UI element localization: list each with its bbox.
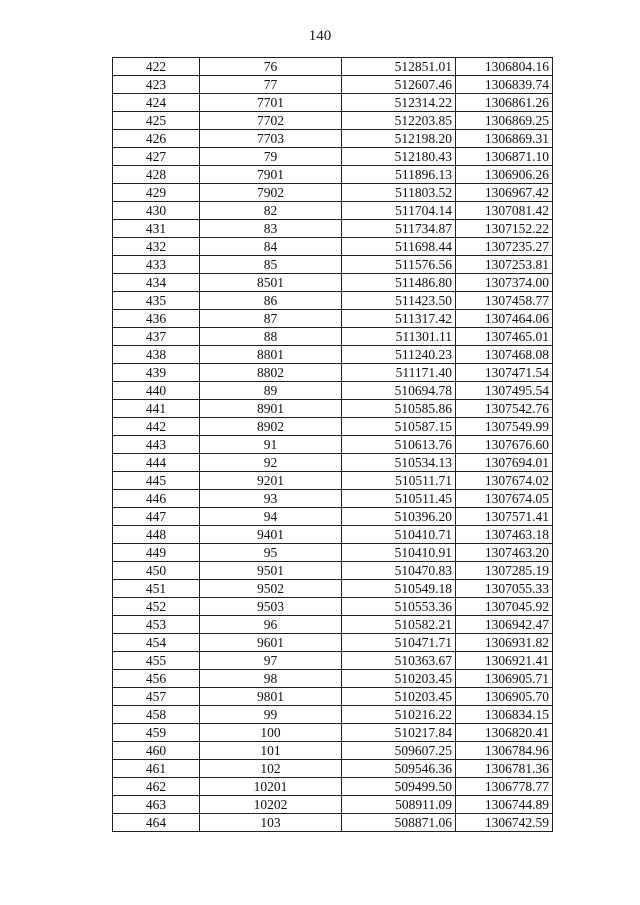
point-id-cell: 88 [200, 328, 342, 346]
point-id-cell: 10201 [200, 778, 342, 796]
table-row [113, 418, 553, 436]
x-coordinate-cell: 509499.50 [342, 778, 456, 796]
y-coordinate-cell: 1306820.41 [456, 724, 553, 742]
y-coordinate-cell: 1307694.01 [456, 454, 553, 472]
row-index-cell: 422 [113, 58, 200, 76]
y-coordinate-cell: 1307471.54 [456, 364, 553, 382]
point-id-cell: 84 [200, 238, 342, 256]
x-coordinate-cell: 510694.78 [342, 382, 456, 400]
x-coordinate-cell: 510216.22 [342, 706, 456, 724]
table-row [113, 580, 553, 598]
point-id-cell: 94 [200, 508, 342, 526]
table-row [113, 796, 553, 814]
row-index-cell: 440 [113, 382, 200, 400]
table-row [113, 184, 553, 202]
table-row [113, 688, 553, 706]
x-coordinate-cell: 509607.25 [342, 742, 456, 760]
x-coordinate-cell: 511704.14 [342, 202, 456, 220]
row-index-cell: 433 [113, 256, 200, 274]
coordinates-table-body [113, 58, 553, 832]
table-row [113, 454, 553, 472]
table-row [113, 274, 553, 292]
row-index-cell: 427 [113, 148, 200, 166]
table-row [113, 760, 553, 778]
y-coordinate-cell: 1306861.26 [456, 94, 553, 112]
y-coordinate-cell: 1306869.31 [456, 130, 553, 148]
y-coordinate-cell: 1306834.15 [456, 706, 553, 724]
table-row [113, 742, 553, 760]
x-coordinate-cell: 512607.46 [342, 76, 456, 94]
row-index-cell: 436 [113, 310, 200, 328]
x-coordinate-cell: 510410.91 [342, 544, 456, 562]
y-coordinate-cell: 1306906.26 [456, 166, 553, 184]
row-index-cell: 439 [113, 364, 200, 382]
x-coordinate-cell: 510585.86 [342, 400, 456, 418]
x-coordinate-cell: 512198.20 [342, 130, 456, 148]
x-coordinate-cell: 510511.71 [342, 472, 456, 490]
table-row [113, 472, 553, 490]
x-coordinate-cell: 511423.50 [342, 292, 456, 310]
table-row [113, 562, 553, 580]
y-coordinate-cell: 1306742.59 [456, 814, 553, 832]
x-coordinate-cell: 511301.11 [342, 328, 456, 346]
x-coordinate-cell: 510553.36 [342, 598, 456, 616]
table-row [113, 706, 553, 724]
row-index-cell: 452 [113, 598, 200, 616]
table-row [113, 778, 553, 796]
point-id-cell: 9503 [200, 598, 342, 616]
row-index-cell: 446 [113, 490, 200, 508]
y-coordinate-cell: 1307458.77 [456, 292, 553, 310]
point-id-cell: 91 [200, 436, 342, 454]
point-id-cell: 83 [200, 220, 342, 238]
row-index-cell: 456 [113, 670, 200, 688]
table-row [113, 526, 553, 544]
table-row [113, 292, 553, 310]
point-id-cell: 98 [200, 670, 342, 688]
point-id-cell: 102 [200, 760, 342, 778]
table-row [113, 130, 553, 148]
point-id-cell: 10202 [200, 796, 342, 814]
row-index-cell: 430 [113, 202, 200, 220]
table-row [113, 148, 553, 166]
point-id-cell: 9502 [200, 580, 342, 598]
row-index-cell: 425 [113, 112, 200, 130]
point-id-cell: 97 [200, 652, 342, 670]
point-id-cell: 89 [200, 382, 342, 400]
table-row [113, 490, 553, 508]
row-index-cell: 444 [113, 454, 200, 472]
table-row [113, 238, 553, 256]
table-row [113, 94, 553, 112]
y-coordinate-cell: 1306905.70 [456, 688, 553, 706]
row-index-cell: 458 [113, 706, 200, 724]
x-coordinate-cell: 508871.06 [342, 814, 456, 832]
y-coordinate-cell: 1307152.22 [456, 220, 553, 238]
x-coordinate-cell: 510511.45 [342, 490, 456, 508]
y-coordinate-cell: 1306967.42 [456, 184, 553, 202]
point-id-cell: 8802 [200, 364, 342, 382]
table-row [113, 220, 553, 238]
row-index-cell: 455 [113, 652, 200, 670]
point-id-cell: 9601 [200, 634, 342, 652]
x-coordinate-cell: 510582.21 [342, 616, 456, 634]
point-id-cell: 76 [200, 58, 342, 76]
x-coordinate-cell: 510549.18 [342, 580, 456, 598]
point-id-cell: 93 [200, 490, 342, 508]
table-row [113, 364, 553, 382]
row-index-cell: 449 [113, 544, 200, 562]
x-coordinate-cell: 510396.20 [342, 508, 456, 526]
y-coordinate-cell: 1306869.25 [456, 112, 553, 130]
x-coordinate-cell: 510217.84 [342, 724, 456, 742]
row-index-cell: 464 [113, 814, 200, 832]
x-coordinate-cell: 512180.43 [342, 148, 456, 166]
y-coordinate-cell: 1307571.41 [456, 508, 553, 526]
y-coordinate-cell: 1307674.05 [456, 490, 553, 508]
point-id-cell: 99 [200, 706, 342, 724]
y-coordinate-cell: 1307463.18 [456, 526, 553, 544]
table-row [113, 544, 553, 562]
row-index-cell: 423 [113, 76, 200, 94]
row-index-cell: 441 [113, 400, 200, 418]
table-row [113, 436, 553, 454]
y-coordinate-cell: 1306905.71 [456, 670, 553, 688]
row-index-cell: 437 [113, 328, 200, 346]
x-coordinate-cell: 511734.87 [342, 220, 456, 238]
point-id-cell: 9501 [200, 562, 342, 580]
row-index-cell: 428 [113, 166, 200, 184]
row-index-cell: 435 [113, 292, 200, 310]
row-index-cell: 463 [113, 796, 200, 814]
y-coordinate-cell: 1307374.00 [456, 274, 553, 292]
x-coordinate-cell: 510613.76 [342, 436, 456, 454]
row-index-cell: 450 [113, 562, 200, 580]
x-coordinate-cell: 511896.13 [342, 166, 456, 184]
row-index-cell: 462 [113, 778, 200, 796]
point-id-cell: 95 [200, 544, 342, 562]
y-coordinate-cell: 1306778.77 [456, 778, 553, 796]
table-row [113, 400, 553, 418]
y-coordinate-cell: 1307055.33 [456, 580, 553, 598]
y-coordinate-cell: 1306931.82 [456, 634, 553, 652]
x-coordinate-cell: 510587.15 [342, 418, 456, 436]
row-index-cell: 442 [113, 418, 200, 436]
row-index-cell: 445 [113, 472, 200, 490]
table-row [113, 256, 553, 274]
table-row [113, 310, 553, 328]
x-coordinate-cell: 510203.45 [342, 670, 456, 688]
point-id-cell: 8902 [200, 418, 342, 436]
x-coordinate-cell: 509546.36 [342, 760, 456, 778]
x-coordinate-cell: 511240.23 [342, 346, 456, 364]
row-index-cell: 451 [113, 580, 200, 598]
row-index-cell: 457 [113, 688, 200, 706]
table-row [113, 508, 553, 526]
table-row [113, 346, 553, 364]
table-row [113, 724, 553, 742]
row-index-cell: 426 [113, 130, 200, 148]
y-coordinate-cell: 1306871.10 [456, 148, 553, 166]
x-coordinate-cell: 510471.71 [342, 634, 456, 652]
point-id-cell: 87 [200, 310, 342, 328]
row-index-cell: 443 [113, 436, 200, 454]
y-coordinate-cell: 1306804.16 [456, 58, 553, 76]
x-coordinate-cell: 512314.22 [342, 94, 456, 112]
row-index-cell: 459 [113, 724, 200, 742]
point-id-cell: 8901 [200, 400, 342, 418]
x-coordinate-cell: 511698.44 [342, 238, 456, 256]
point-id-cell: 96 [200, 616, 342, 634]
x-coordinate-cell: 508911.09 [342, 796, 456, 814]
y-coordinate-cell: 1307045.92 [456, 598, 553, 616]
y-coordinate-cell: 1307468.08 [456, 346, 553, 364]
row-index-cell: 431 [113, 220, 200, 238]
x-coordinate-cell: 512851.01 [342, 58, 456, 76]
table-row [113, 616, 553, 634]
x-coordinate-cell: 510363.67 [342, 652, 456, 670]
y-coordinate-cell: 1307285.19 [456, 562, 553, 580]
y-coordinate-cell: 1306781.36 [456, 760, 553, 778]
table-row [113, 670, 553, 688]
x-coordinate-cell: 511317.42 [342, 310, 456, 328]
x-coordinate-cell: 510410.71 [342, 526, 456, 544]
row-index-cell: 461 [113, 760, 200, 778]
table-row [113, 598, 553, 616]
table-row [113, 814, 553, 832]
point-id-cell: 101 [200, 742, 342, 760]
row-index-cell: 453 [113, 616, 200, 634]
row-index-cell: 448 [113, 526, 200, 544]
point-id-cell: 103 [200, 814, 342, 832]
point-id-cell: 86 [200, 292, 342, 310]
point-id-cell: 82 [200, 202, 342, 220]
table-row [113, 202, 553, 220]
table-row [113, 634, 553, 652]
table-row [113, 382, 553, 400]
point-id-cell: 9801 [200, 688, 342, 706]
y-coordinate-cell: 1307463.20 [456, 544, 553, 562]
y-coordinate-cell: 1306744.89 [456, 796, 553, 814]
y-coordinate-cell: 1306784.96 [456, 742, 553, 760]
x-coordinate-cell: 511803.52 [342, 184, 456, 202]
row-index-cell: 438 [113, 346, 200, 364]
table-row [113, 76, 553, 94]
row-index-cell: 429 [113, 184, 200, 202]
coordinates-table [112, 57, 553, 832]
page-number: 140 [308, 28, 332, 44]
row-index-cell: 454 [113, 634, 200, 652]
point-id-cell: 8801 [200, 346, 342, 364]
table-row [113, 58, 553, 76]
point-id-cell: 9201 [200, 472, 342, 490]
y-coordinate-cell: 1306942.47 [456, 616, 553, 634]
point-id-cell: 7702 [200, 112, 342, 130]
y-coordinate-cell: 1307235.27 [456, 238, 553, 256]
table-row [113, 112, 553, 130]
point-id-cell: 92 [200, 454, 342, 472]
point-id-cell: 7902 [200, 184, 342, 202]
point-id-cell: 8501 [200, 274, 342, 292]
point-id-cell: 7703 [200, 130, 342, 148]
y-coordinate-cell: 1307674.02 [456, 472, 553, 490]
y-coordinate-cell: 1307495.54 [456, 382, 553, 400]
y-coordinate-cell: 1307081.42 [456, 202, 553, 220]
y-coordinate-cell: 1306839.74 [456, 76, 553, 94]
y-coordinate-cell: 1307542.76 [456, 400, 553, 418]
x-coordinate-cell: 511171.40 [342, 364, 456, 382]
row-index-cell: 432 [113, 238, 200, 256]
point-id-cell: 9401 [200, 526, 342, 544]
x-coordinate-cell: 510203.45 [342, 688, 456, 706]
point-id-cell: 77 [200, 76, 342, 94]
y-coordinate-cell: 1307549.99 [456, 418, 553, 436]
point-id-cell: 100 [200, 724, 342, 742]
row-index-cell: 424 [113, 94, 200, 112]
table-row [113, 166, 553, 184]
x-coordinate-cell: 510534.13 [342, 454, 456, 472]
x-coordinate-cell: 512203.85 [342, 112, 456, 130]
x-coordinate-cell: 511486.80 [342, 274, 456, 292]
y-coordinate-cell: 1307465.01 [456, 328, 553, 346]
point-id-cell: 7701 [200, 94, 342, 112]
y-coordinate-cell: 1307253.81 [456, 256, 553, 274]
y-coordinate-cell: 1307464.06 [456, 310, 553, 328]
x-coordinate-cell: 511576.56 [342, 256, 456, 274]
y-coordinate-cell: 1306921.41 [456, 652, 553, 670]
table-row [113, 652, 553, 670]
row-index-cell: 447 [113, 508, 200, 526]
point-id-cell: 85 [200, 256, 342, 274]
point-id-cell: 7901 [200, 166, 342, 184]
row-index-cell: 460 [113, 742, 200, 760]
row-index-cell: 434 [113, 274, 200, 292]
table-row [113, 328, 553, 346]
y-coordinate-cell: 1307676.60 [456, 436, 553, 454]
point-id-cell: 79 [200, 148, 342, 166]
x-coordinate-cell: 510470.83 [342, 562, 456, 580]
